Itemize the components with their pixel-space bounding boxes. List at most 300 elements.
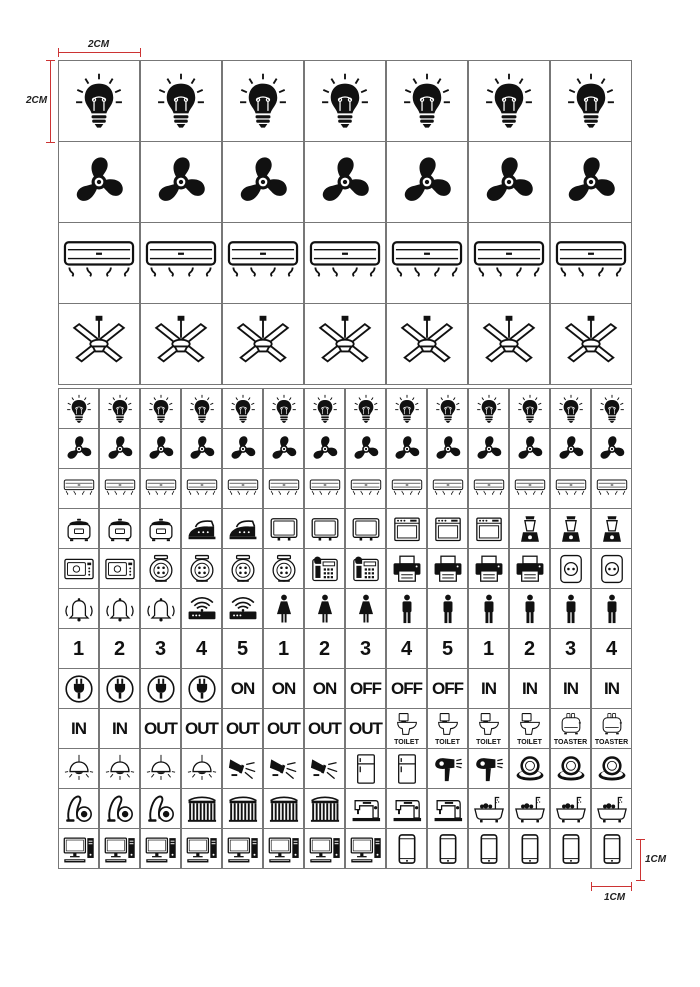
ceiling-fan-icon bbox=[560, 313, 622, 375]
smartphone-icon bbox=[596, 833, 628, 865]
ceiling-fan-icon bbox=[478, 313, 540, 375]
man-icon bbox=[473, 593, 505, 625]
large-sticker-cell bbox=[468, 222, 550, 304]
large-sticker-cell bbox=[386, 303, 468, 385]
ac-icon bbox=[309, 473, 341, 505]
bathtub-icon bbox=[473, 793, 505, 825]
small-sticker-cell bbox=[427, 828, 468, 869]
small-height-dimension-tick bbox=[636, 880, 645, 881]
bulb-icon bbox=[596, 393, 628, 425]
small-sticker-cell bbox=[550, 428, 591, 469]
small-sticker-cell bbox=[550, 588, 591, 629]
small-sticker-cell bbox=[468, 388, 509, 429]
small-sticker-cell bbox=[345, 508, 386, 549]
bulb-icon bbox=[314, 70, 376, 132]
gate-icon bbox=[309, 793, 341, 825]
small-sticker-cell bbox=[468, 628, 509, 669]
small-sticker-cell bbox=[58, 428, 99, 469]
small-sticker-cell bbox=[222, 748, 263, 789]
fan-icon bbox=[396, 151, 458, 213]
small-sticker-cell bbox=[550, 548, 591, 589]
small-sticker-cell bbox=[345, 388, 386, 429]
sticker-word: OUT bbox=[349, 719, 382, 738]
small-sticker-cell bbox=[222, 428, 263, 469]
woman-icon bbox=[268, 593, 300, 625]
small-sticker-cell bbox=[304, 668, 345, 709]
bell-icon bbox=[63, 593, 95, 625]
large-sticker-cell bbox=[140, 303, 222, 385]
large-sticker-cell bbox=[140, 141, 222, 223]
woman-icon bbox=[309, 593, 341, 625]
large-sticker-cell bbox=[304, 222, 386, 304]
small-width-dimension-label: 1CM bbox=[604, 892, 626, 903]
large-sticker-cell bbox=[222, 222, 304, 304]
blender-icon bbox=[596, 513, 628, 545]
sticker-number: 4 bbox=[400, 637, 413, 660]
fan-icon bbox=[150, 151, 212, 213]
rice-cooker-icon bbox=[63, 513, 95, 545]
sticker-word: IN bbox=[563, 679, 578, 698]
small-sticker-cell bbox=[304, 588, 345, 629]
small-sticker-cell bbox=[468, 428, 509, 469]
small-sticker-cell bbox=[427, 468, 468, 509]
small-sticker-cell bbox=[181, 748, 222, 789]
toilet-icon bbox=[435, 712, 461, 738]
large-sticker-cell bbox=[58, 141, 140, 223]
small-sticker-cell bbox=[386, 588, 427, 629]
toilet-icon bbox=[476, 712, 502, 738]
fan-icon bbox=[268, 433, 300, 465]
smartphone-icon bbox=[473, 833, 505, 865]
man-icon bbox=[391, 593, 423, 625]
small-sticker-cell bbox=[345, 468, 386, 509]
small-sticker-cell bbox=[468, 708, 509, 749]
computer-icon bbox=[268, 833, 300, 865]
small-sticker-cell bbox=[58, 588, 99, 629]
ac-icon bbox=[596, 473, 628, 505]
small-sticker-cell bbox=[304, 828, 345, 869]
small-sticker-cell bbox=[58, 388, 99, 429]
small-sticker-cell bbox=[304, 788, 345, 829]
small-sticker-cell bbox=[140, 588, 181, 629]
small-sticker-cell bbox=[263, 788, 304, 829]
sticker-number: 3 bbox=[154, 637, 167, 660]
small-sticker-cell bbox=[345, 828, 386, 869]
small-height-dimension-label: 1CM bbox=[645, 854, 667, 865]
microwave-icon bbox=[63, 553, 95, 585]
computer-icon bbox=[186, 833, 218, 865]
small-sticker-cell bbox=[140, 748, 181, 789]
fan-icon bbox=[350, 433, 382, 465]
small-sticker-cell bbox=[345, 548, 386, 589]
small-sticker-cell bbox=[468, 668, 509, 709]
bulb-icon bbox=[63, 393, 95, 425]
sewing-machine-icon bbox=[391, 793, 423, 825]
bathtub-icon bbox=[555, 793, 587, 825]
small-sticker-cell bbox=[386, 708, 427, 749]
small-sticker-cell bbox=[263, 748, 304, 789]
width-dimension-label: 2CM bbox=[88, 39, 110, 50]
small-sticker-cell bbox=[58, 508, 99, 549]
ceiling-fan-icon bbox=[150, 313, 212, 375]
bulb-icon bbox=[68, 70, 130, 132]
small-sticker-cell bbox=[304, 548, 345, 589]
small-sticker-cell bbox=[386, 748, 427, 789]
small-sticker-cell bbox=[263, 548, 304, 589]
small-sticker-cell bbox=[468, 468, 509, 509]
small-sticker-cell bbox=[468, 748, 509, 789]
small-sticker-cell bbox=[550, 748, 591, 789]
sticker-word: IN bbox=[112, 719, 127, 738]
fan-icon bbox=[186, 433, 218, 465]
sticker-word: OUT bbox=[308, 719, 341, 738]
bathtub-icon bbox=[514, 793, 546, 825]
large-sticker-cell bbox=[140, 222, 222, 304]
small-sticker-cell bbox=[509, 788, 550, 829]
small-sticker-cell bbox=[99, 548, 140, 589]
small-sticker-cell bbox=[222, 788, 263, 829]
small-sticker-cell bbox=[140, 708, 181, 749]
small-sticker-cell bbox=[509, 748, 550, 789]
oven-icon bbox=[432, 513, 464, 545]
small-sticker-cell bbox=[140, 828, 181, 869]
small-sticker-cell bbox=[222, 548, 263, 589]
small-width-dimension-tick bbox=[591, 882, 592, 891]
small-sticker-cell bbox=[427, 508, 468, 549]
small-sticker-cell bbox=[99, 388, 140, 429]
small-sticker-cell bbox=[263, 708, 304, 749]
bulb-icon bbox=[514, 393, 546, 425]
bathtub-icon bbox=[596, 793, 628, 825]
computer-icon bbox=[104, 833, 136, 865]
fan-icon bbox=[68, 151, 130, 213]
microwave-icon bbox=[104, 553, 136, 585]
sticker-word: IN bbox=[481, 679, 496, 698]
sticker-caption: TOASTER bbox=[553, 738, 588, 746]
ac-icon bbox=[308, 226, 382, 300]
sticker-word: OUT bbox=[185, 719, 218, 738]
small-sticker-cell bbox=[550, 388, 591, 429]
rice-cooker-icon bbox=[104, 513, 136, 545]
sticker-word: OFF bbox=[391, 679, 422, 698]
small-sticker-cell bbox=[181, 388, 222, 429]
small-sticker-cell bbox=[509, 468, 550, 509]
small-sticker-cell bbox=[427, 588, 468, 629]
small-sticker-cell bbox=[427, 628, 468, 669]
small-sticker-cell bbox=[386, 628, 427, 669]
toilet-icon bbox=[394, 712, 420, 738]
vacuum-icon bbox=[63, 793, 95, 825]
small-sticker-cell bbox=[427, 788, 468, 829]
small-sticker-cell bbox=[591, 708, 632, 749]
tv-icon bbox=[309, 513, 341, 545]
printer-icon bbox=[432, 553, 464, 585]
sticker-number: 4 bbox=[605, 637, 618, 660]
small-sticker-cell bbox=[140, 468, 181, 509]
small-sticker-cell bbox=[345, 748, 386, 789]
blender-icon bbox=[514, 513, 546, 545]
sticker-word: IN bbox=[71, 719, 86, 738]
vacuum-icon bbox=[145, 793, 177, 825]
ceiling-fan-icon bbox=[232, 313, 294, 375]
sticker-number: 3 bbox=[359, 637, 372, 660]
small-sticker-cell bbox=[386, 428, 427, 469]
printer-icon bbox=[473, 553, 505, 585]
sticker-sheet bbox=[58, 60, 632, 880]
large-sticker-cell bbox=[386, 222, 468, 304]
bulb-icon bbox=[473, 393, 505, 425]
large-sticker-cell bbox=[468, 303, 550, 385]
large-sticker-cell bbox=[550, 222, 632, 304]
small-sticker-cell bbox=[386, 388, 427, 429]
cable-reel-icon bbox=[227, 553, 259, 585]
bulb-icon bbox=[555, 393, 587, 425]
small-height-dimension-tick bbox=[636, 839, 645, 840]
small-sticker-cell bbox=[140, 548, 181, 589]
bulb-icon bbox=[478, 70, 540, 132]
small-sticker-cell bbox=[509, 428, 550, 469]
small-sticker-cell bbox=[550, 508, 591, 549]
man-icon bbox=[432, 593, 464, 625]
bulb-icon bbox=[396, 70, 458, 132]
ac-icon bbox=[226, 226, 300, 300]
small-sticker-cell bbox=[58, 788, 99, 829]
spotlight-icon bbox=[309, 753, 341, 785]
small-sticker-cell bbox=[263, 388, 304, 429]
sticker-number: 5 bbox=[236, 637, 249, 660]
ac-icon bbox=[554, 226, 628, 300]
sticker-number: 5 bbox=[441, 637, 454, 660]
small-sticker-cell bbox=[222, 708, 263, 749]
small-sticker-cell bbox=[304, 508, 345, 549]
small-sticker-cell bbox=[345, 588, 386, 629]
sticker-number: 4 bbox=[195, 637, 208, 660]
ac-icon bbox=[145, 473, 177, 505]
width-dimension-tick bbox=[58, 48, 59, 57]
small-sticker-cell bbox=[263, 628, 304, 669]
iron-icon bbox=[186, 513, 218, 545]
ceiling-fan-icon bbox=[68, 313, 130, 375]
ac-icon bbox=[62, 226, 136, 300]
plug-icon bbox=[63, 673, 95, 705]
small-sticker-cell bbox=[99, 748, 140, 789]
sewing-machine-icon bbox=[350, 793, 382, 825]
small-sticker-cell bbox=[140, 508, 181, 549]
sticker-caption: TOILET bbox=[394, 738, 419, 746]
cable-reel-icon bbox=[186, 553, 218, 585]
large-sticker-cell bbox=[58, 60, 140, 142]
bulb-icon bbox=[432, 393, 464, 425]
printer-icon bbox=[514, 553, 546, 585]
pendant-lamp-icon bbox=[186, 753, 218, 785]
small-sticker-cell bbox=[550, 468, 591, 509]
small-sticker-cell bbox=[591, 628, 632, 669]
width-dimension-tick bbox=[140, 48, 141, 57]
large-sticker-cell bbox=[304, 60, 386, 142]
fan-icon bbox=[227, 433, 259, 465]
sticker-number: 2 bbox=[318, 637, 331, 660]
small-sticker-cell bbox=[140, 628, 181, 669]
small-sticker-cell bbox=[181, 788, 222, 829]
small-sticker-cell bbox=[427, 548, 468, 589]
computer-icon bbox=[227, 833, 259, 865]
wall-socket-icon bbox=[596, 553, 628, 585]
computer-icon bbox=[145, 833, 177, 865]
telephone-icon bbox=[350, 553, 382, 585]
spotlight-icon bbox=[227, 753, 259, 785]
plug-icon bbox=[104, 673, 136, 705]
router-icon bbox=[227, 593, 259, 625]
small-sticker-cell bbox=[181, 508, 222, 549]
small-sticker-cell bbox=[58, 828, 99, 869]
small-sticker-cell bbox=[263, 828, 304, 869]
vacuum-icon bbox=[104, 793, 136, 825]
fan-icon bbox=[478, 151, 540, 213]
plug-icon bbox=[145, 673, 177, 705]
sticker-caption: TOILET bbox=[476, 738, 501, 746]
large-sticker-cell bbox=[386, 60, 468, 142]
man-icon bbox=[596, 593, 628, 625]
fan-icon bbox=[514, 433, 546, 465]
ac-icon bbox=[514, 473, 546, 505]
smartphone-icon bbox=[432, 833, 464, 865]
small-sticker-cell bbox=[427, 668, 468, 709]
small-sticker-cell bbox=[468, 548, 509, 589]
small-sticker-cell bbox=[181, 468, 222, 509]
fan-icon bbox=[596, 433, 628, 465]
small-sticker-cell bbox=[345, 788, 386, 829]
small-sticker-cell bbox=[181, 428, 222, 469]
large-sticker-cell bbox=[222, 60, 304, 142]
telephone-icon bbox=[309, 553, 341, 585]
sewing-machine-icon bbox=[432, 793, 464, 825]
small-sticker-cell bbox=[386, 508, 427, 549]
small-sticker-cell bbox=[99, 468, 140, 509]
sticker-word: OUT bbox=[267, 719, 300, 738]
small-sticker-cell bbox=[140, 668, 181, 709]
small-sticker-cell bbox=[304, 628, 345, 669]
large-sticker-cell bbox=[550, 60, 632, 142]
small-sticker-cell bbox=[222, 668, 263, 709]
small-sticker-cell bbox=[468, 588, 509, 629]
small-sticker-cell bbox=[386, 668, 427, 709]
small-sticker-cell bbox=[99, 708, 140, 749]
large-sticker-cell bbox=[468, 60, 550, 142]
small-sticker-cell bbox=[591, 428, 632, 469]
small-sticker-cell bbox=[386, 788, 427, 829]
bulb-icon bbox=[227, 393, 259, 425]
ac-icon bbox=[104, 473, 136, 505]
small-sticker-cell bbox=[550, 788, 591, 829]
small-sticker-cell bbox=[591, 828, 632, 869]
small-sticker-cell bbox=[58, 468, 99, 509]
small-sticker-cell bbox=[140, 788, 181, 829]
computer-icon bbox=[350, 833, 382, 865]
small-sticker-cell bbox=[304, 708, 345, 749]
fan-icon bbox=[473, 433, 505, 465]
toilet-icon bbox=[517, 712, 543, 738]
small-sticker-cell bbox=[263, 668, 304, 709]
sticker-word: OUT bbox=[144, 719, 177, 738]
width-dimension-line bbox=[58, 52, 140, 53]
ac-icon bbox=[227, 473, 259, 505]
small-sticker-cell bbox=[468, 788, 509, 829]
ac-icon bbox=[473, 473, 505, 505]
small-sticker-cell bbox=[222, 388, 263, 429]
small-sticker-cell bbox=[58, 668, 99, 709]
small-sticker-cell bbox=[386, 828, 427, 869]
oven-icon bbox=[391, 513, 423, 545]
small-sticker-cell bbox=[181, 548, 222, 589]
small-sticker-cell bbox=[181, 828, 222, 869]
small-sticker-cell bbox=[591, 588, 632, 629]
large-sticker-cell bbox=[550, 141, 632, 223]
small-sticker-cell bbox=[222, 628, 263, 669]
height-dimension-tick bbox=[46, 60, 55, 61]
height-dimension-line bbox=[50, 60, 51, 142]
dishes-icon bbox=[555, 753, 587, 785]
bell-icon bbox=[104, 593, 136, 625]
smartphone-icon bbox=[514, 833, 546, 865]
small-sticker-cell bbox=[140, 388, 181, 429]
small-sticker-cell bbox=[304, 428, 345, 469]
small-sticker-cell bbox=[591, 748, 632, 789]
small-sticker-cell bbox=[99, 428, 140, 469]
computer-icon bbox=[63, 833, 95, 865]
plug-icon bbox=[186, 673, 218, 705]
small-sticker-cell bbox=[181, 708, 222, 749]
sticker-word: ON bbox=[271, 679, 296, 698]
small-sticker-cell bbox=[509, 508, 550, 549]
small-sticker-cell bbox=[181, 588, 222, 629]
pendant-lamp-icon bbox=[145, 753, 177, 785]
large-sticker-cell bbox=[222, 141, 304, 223]
fan-icon bbox=[555, 433, 587, 465]
large-sticker-cell bbox=[222, 303, 304, 385]
ac-icon bbox=[390, 226, 464, 300]
fan-icon bbox=[432, 433, 464, 465]
small-sticker-cell bbox=[591, 548, 632, 589]
small-sticker-cell bbox=[550, 828, 591, 869]
ceiling-fan-icon bbox=[396, 313, 458, 375]
ac-icon bbox=[186, 473, 218, 505]
pendant-lamp-icon bbox=[63, 753, 95, 785]
ac-icon bbox=[144, 226, 218, 300]
sticker-word: OUT bbox=[226, 719, 259, 738]
blender-icon bbox=[555, 513, 587, 545]
small-sticker-cell bbox=[550, 628, 591, 669]
hair-dryer-icon bbox=[473, 753, 505, 785]
ac-icon bbox=[63, 473, 95, 505]
large-sticker-cell bbox=[58, 303, 140, 385]
tv-icon bbox=[350, 513, 382, 545]
bulb-icon bbox=[268, 393, 300, 425]
small-sticker-cell bbox=[509, 828, 550, 869]
large-sticker-cell bbox=[304, 141, 386, 223]
small-sticker-cell bbox=[509, 548, 550, 589]
smartphone-icon bbox=[555, 833, 587, 865]
small-sticker-cell bbox=[550, 708, 591, 749]
sticker-number: 1 bbox=[72, 637, 85, 660]
fan-icon bbox=[314, 151, 376, 213]
sticker-number: 2 bbox=[113, 637, 126, 660]
small-sticker-cell bbox=[58, 748, 99, 789]
small-sticker-cell bbox=[427, 708, 468, 749]
sticker-word: ON bbox=[230, 679, 255, 698]
sticker-caption: TOASTER bbox=[594, 738, 629, 746]
man-icon bbox=[555, 593, 587, 625]
bulb-icon bbox=[350, 393, 382, 425]
